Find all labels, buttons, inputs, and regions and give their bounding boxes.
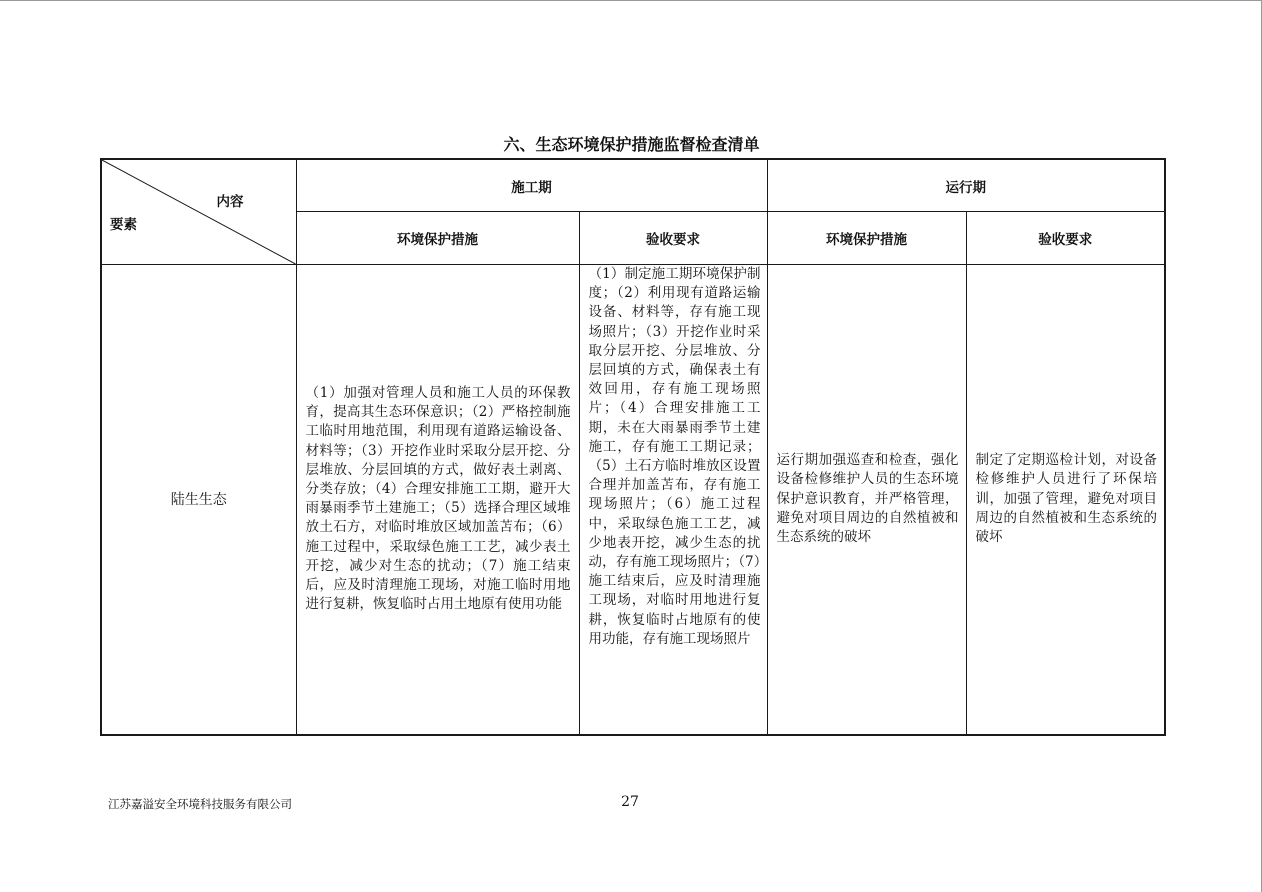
corner-header-cell (101, 159, 296, 265)
footer-company-name: 江苏嘉溢安全环境科技服务有限公司 (108, 797, 292, 811)
document-title: 六、生态环境保护措施监督检查清单 (503, 135, 760, 154)
operation-measures-cell: 运行期加强巡查和检查，强化设备检修维护人员的生态环境保护意识教育，并严格管理，避免对项目周边的自然植被和生态系统的破坏 (767, 265, 966, 735)
table-row (101, 265, 1165, 735)
corner-content-label: 内容 (216, 194, 244, 210)
page-top-border (0, 0, 1262, 1)
element-cell-terrestrial-ecology: 陆生生态 (101, 265, 296, 735)
operation-phase-header: 运行期 (767, 159, 1165, 212)
operation-acceptance-header: 验收要求 (966, 212, 1165, 265)
construction-measures-header: 环境保护措施 (296, 212, 579, 265)
construction-acceptance-cell: （1）制定施工期环境保护制度；（2）利用现有道路运输设备、材料等，存有施工现场照片；（3）开挖作业时采取分层开挖、分层堆放、分层回填的方式，确保表土有效回用，存有施工现场照片；（4）合理安排施工工期，未在大雨暴雨季节土建施工，存有施工工期记录；（5）土石方临时堆放区设置合理并加盖苫布，存有施工现场照片；（6）施工过程中，采取绿色施工工艺，减少地表开挖，减少生态的扰动，存有施工现场照片；（7）施工结束后，应及时清理施工现场，对临时用地进行复耕，恢复临时占地原有的使用功能，存有施工现场照片 (579, 265, 767, 735)
corner-element-label: 要素 (110, 217, 137, 233)
diagonal-divider-line (102, 160, 296, 264)
construction-phase-header: 施工期 (296, 159, 767, 212)
header-row-phases (101, 159, 1165, 212)
construction-acceptance-header: 验收要求 (579, 212, 767, 265)
supervision-checklist-table (100, 158, 1166, 736)
construction-measures-cell: （1）加强对管理人员和施工人员的环保教育，提高其生态环保意识；（2）严格控制施工临时用地范围，利用现有道路运输设备、材料等；（3）开挖作业时采取分层开挖、分层堆放、分层回填的方式，做好表土剥离、分类存放；（4）合理安排施工工期，避开大雨暴雨季节土建施工；（5）选择合理区域堆放土石方，对临时堆放区域加盖苫布；（6）施工过程中，采取绿色施工工艺，减少表土开挖，减少对生态的扰动；（7）施工结束后，应及时清理施工现场，对施工临时用地进行复耕，恢复临时占用土地原有使用功能 (296, 265, 579, 735)
footer-page-number: 27 (621, 794, 639, 810)
operation-acceptance-cell: 制定了定期巡检计划，对设备检修维护人员进行了环保培训，加强了管理，避免对项目周边的自然植被和生态系统的破坏 (966, 265, 1165, 735)
operation-measures-header: 环境保护措施 (767, 212, 966, 265)
